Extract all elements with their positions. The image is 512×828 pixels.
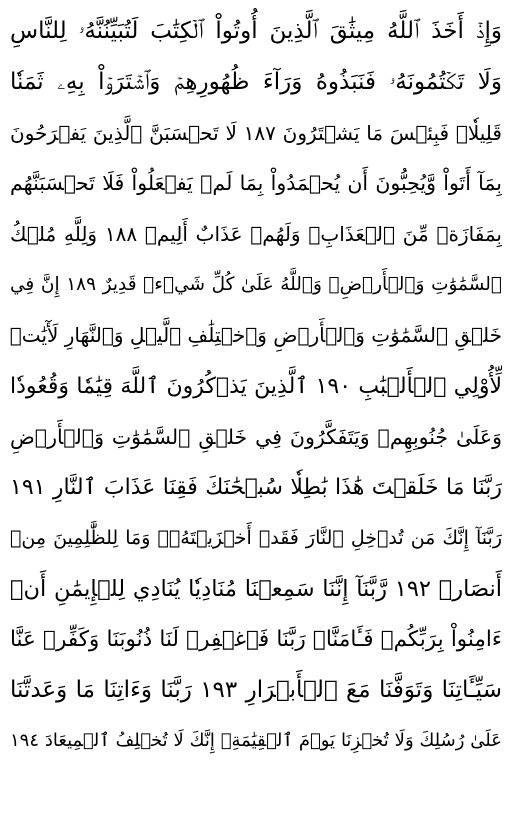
- text-line-13: [10, 614, 502, 665]
- line-text: لِّأُوْلِي ٱلۡأَلۡبَٰبِ ١٩٠ ٱلَّذِينَ يَذۡكُرُونَ ٱللَّهَ قِيَٰمٗا وَقُعُودٗا: [10, 373, 502, 399]
- text-line-6: [10, 259, 502, 310]
- line-text: أَنصَارٖ ١٩٢ رَّبَّنَآ إِنَّنَا سَمِعۡنَا مُنَادِيٗا يُنَادِي لِلۡإِيمَٰنِ أَنۡ: [10, 575, 502, 602]
- line-text: وَعَلَىٰ جُنُوبِهِمۡ وَيَتَفَكَّرُونَ فِي خَلۡقِ ٱلسَّمَٰوَٰتِ وَٱلۡأَرۡضِ: [10, 424, 502, 449]
- line-text: خَلۡقِ ٱلسَّمَٰوَٰتِ وَٱلۡأَرۡضِ وَٱخۡتِلَٰفِ ٱلَّيۡلِ وَٱلنَّهَارِ لَأٓيَٰتٖ: [10, 323, 502, 348]
- text-line-1: [10, 6, 502, 57]
- text-line-12: [10, 564, 502, 615]
- line-text: وَإِذۡ أَخَذَ ٱللَّهُ مِيثَٰقَ ٱلَّذِينَ أُوتُواْ ٱلۡكِتَٰبَ لَتُبَيِّنُنَّهُۥ لِلنَّاسِ: [10, 18, 502, 45]
- text-line-11: [10, 513, 502, 564]
- line-text: وَلَا تَكۡتُمُونَهُۥ فَنَبَذُوهُ وَرَآءَ ظُهُورِهِمۡ وَٱشۡتَرَوۡاْ بِهِۦ ثَمَنٗا: [10, 69, 502, 96]
- line-text: رَبَّنَآ إِنَّكَ مَن تُدۡخِلِ ٱلنَّارَ فَقَدۡ أَخۡزَيۡتَهُۥۖ وَمَا لِلظَّٰلِمِينَ مِنۡ: [10, 527, 502, 550]
- line-text: بِمَآ أَتَواْ وَّيُحِبُّونَ أَن يُحۡمَدُواْ بِمَا لَمۡ يَفۡعَلُواْ فَلَا تَحۡسَبَنَّهُم: [10, 171, 502, 196]
- text-line-7: [10, 310, 502, 361]
- text-line-3: [10, 107, 502, 158]
- text-line-14: [10, 665, 502, 716]
- text-line-5: [10, 209, 502, 260]
- text-line-10: [10, 462, 502, 513]
- text-line-2: [10, 57, 502, 108]
- text-line-9: [10, 412, 502, 463]
- line-text: رَبَّنَا مَا خَلَقۡتَ هَٰذَا بَٰطِلٗا سُبۡحَٰنَكَ فَقِنَا عَذَابَ ٱلنَّارِ ١٩١: [10, 475, 502, 501]
- text-line-4: [10, 158, 502, 209]
- line-text: بِمَفَازَةٖ مِّنَ ٱلۡعَذَابِۖ وَلَهُمۡ عَذَابٌ أَلِيمٞ ١٨٨ وَلِلَّهِ مُلۡكُ: [10, 222, 502, 247]
- text-line-15: [10, 716, 502, 767]
- line-text: سَيِّـَٔاتِنَا وَتَوَفَّنَا مَعَ ٱلۡأَبۡرَارِ ١٩٣ رَبَّنَا وَءَاتِنَا مَا وَعَدتَّنَا: [10, 677, 502, 704]
- text-line-8: [10, 361, 502, 412]
- line-text: ٱلسَّمَٰوَٰتِ وَٱلۡأَرۡضِۗ وَٱللَّهُ عَلَىٰ كُلِّ شَيۡءٖ قَدِيرٌ ١٨٩ إِنَّ فِي: [10, 274, 502, 296]
- line-text: عَلَىٰ رُسُلِكَ وَلَا تُخۡزِنَا يَوۡمَ ٱلۡقِيَٰمَةِۖ إِنَّكَ لَا تُخۡلِفُ ٱلۡمِيعَادَ ١٩٤: [10, 730, 502, 752]
- line-text: ءَامِنُواْ بِرَبِّكُمۡ فَـَٔامَنَّاۚ رَبَّنَا فَٱغۡفِرۡ لَنَا ذُنُوبَنَا وَكَفِّرۡ عَنَّا: [10, 627, 502, 653]
- line-text: قَلِيلٗاۖ فَبِئۡسَ مَا يَشۡتَرُونَ ١٨٧ لَا تَحۡسَبَنَّ ٱلَّذِينَ يَفۡرَحُونَ: [10, 120, 502, 145]
